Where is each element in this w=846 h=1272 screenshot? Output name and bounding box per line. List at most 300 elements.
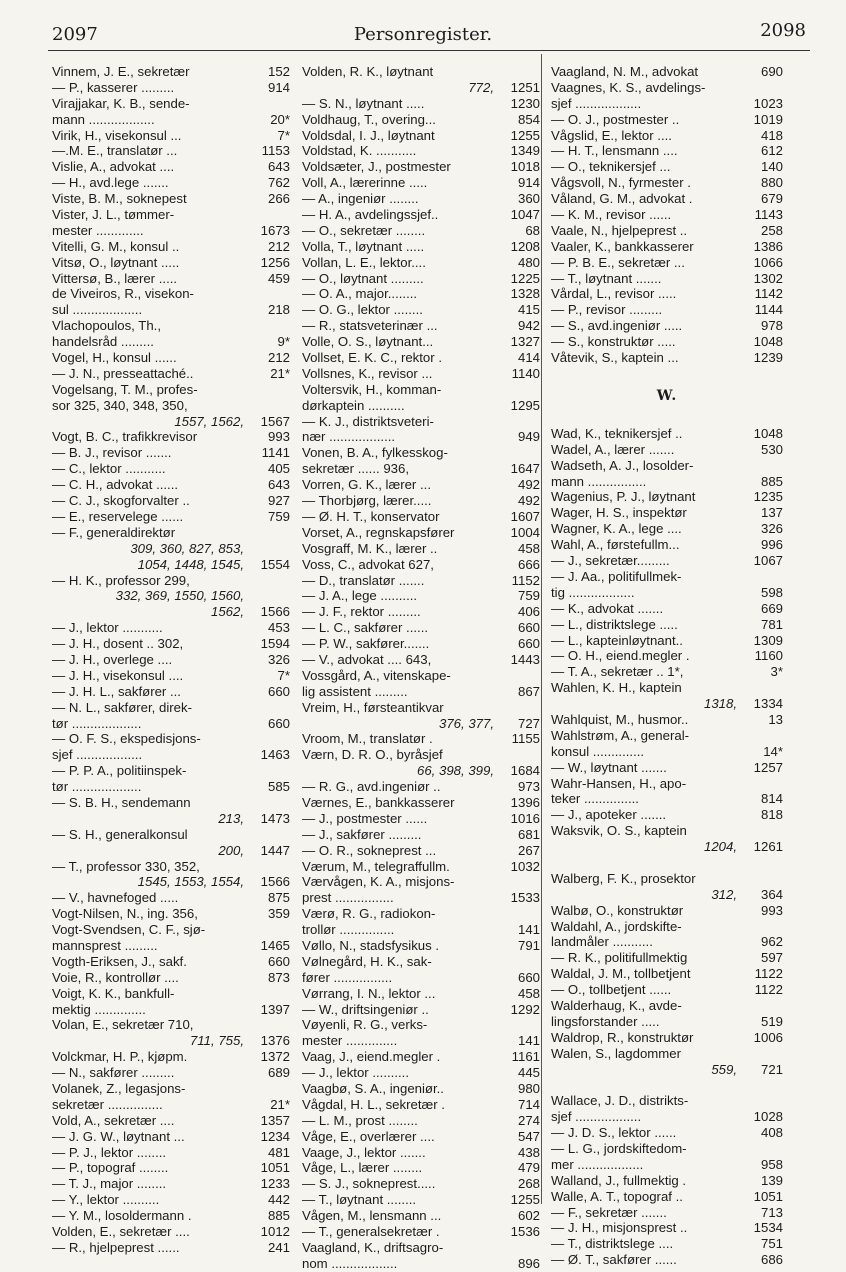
entry-page: 139 — [760, 1172, 783, 1188]
index-entry — [302, 731, 540, 747]
index-entry — [52, 716, 290, 732]
entry-text: teker ............... — [551, 791, 639, 807]
entry-text: Vollsnes, K., revisor ... — [302, 365, 433, 381]
index-entry — [302, 112, 540, 128]
index-entry — [551, 318, 783, 334]
entry-text: — O. G., lektor ........ — [302, 302, 423, 318]
left-page-number: 2097 — [52, 24, 98, 45]
index-entry — [52, 350, 290, 366]
index-entry — [551, 159, 783, 175]
entry-text: — H. K., professor 299, — [52, 572, 190, 588]
entry-page: 1142 — [754, 286, 783, 302]
entry-text: W. — [656, 387, 678, 404]
entry-text: Vossgård, A., vitenskape- — [302, 667, 451, 683]
entry-text: Vaaler, K., bankkasserer — [551, 238, 694, 254]
entry-text: mer .................. — [551, 1156, 644, 1172]
index-entry — [302, 668, 540, 684]
entry-text: — R. K., politifullmektig — [551, 950, 688, 966]
entry-text: — C. H., advokat ...... — [52, 477, 179, 493]
entry-page: 267 — [517, 842, 540, 858]
entry-text: Vitsø, O., løytnant ..... — [52, 254, 180, 270]
entry-text: Volanek, Z., legasjons- — [52, 1081, 186, 1096]
entry-page: 1536 — [510, 1224, 540, 1240]
entry-text: — Thorbjørg, lærer..... — [302, 493, 432, 509]
entry-page: 20* — [270, 111, 290, 127]
index-entry — [302, 525, 540, 541]
entry-page: 453 — [267, 620, 290, 636]
index-entry — [52, 223, 290, 239]
entry-text: de Viveiros, R., visekon- — [52, 286, 194, 302]
entry-page: 1140 — [511, 365, 540, 381]
entry-page: 1647 — [510, 461, 540, 477]
entry-text: Wager, H. S., inspektør — [551, 505, 687, 521]
entry-page: 958 — [760, 1156, 783, 1172]
index-entry — [302, 1192, 540, 1208]
index-entry — [551, 1220, 783, 1236]
entry-page: 1019 — [753, 111, 783, 127]
entry-text: — J. A., lege .......... — [302, 588, 418, 604]
index-entry — [52, 302, 290, 318]
index-entry — [551, 585, 783, 601]
index-entry — [551, 350, 783, 366]
entry-page: 993 — [760, 902, 783, 918]
entry-text: Wagner, K. A., lege .... — [551, 521, 682, 537]
entry-page: 152 — [267, 64, 290, 79]
entry-page: 669 — [760, 600, 783, 616]
index-entry — [551, 1157, 783, 1173]
index-entry — [551, 966, 783, 982]
entry-text: sjef .................. — [551, 1109, 642, 1125]
entry-page: 598 — [760, 584, 783, 600]
entry-text: Våge, L., lærer ........ — [302, 1160, 423, 1176]
index-entry — [302, 1049, 540, 1065]
index-entry — [302, 382, 540, 398]
entry-page: 1566 — [260, 874, 290, 890]
entry-text: Virajjakar, K. B., sende- — [52, 95, 190, 111]
entry-page: 1607 — [510, 508, 540, 524]
entry-page: 7* — [277, 667, 290, 683]
entry-page: 686 — [760, 1252, 783, 1268]
index-entry — [302, 1065, 540, 1081]
entry-text: Vågsvoll, N., fyrmester . — [551, 175, 691, 191]
entry-page: 1257 — [753, 759, 783, 775]
entry-text: mann ................ — [551, 473, 647, 489]
index-entry — [52, 255, 290, 271]
entry-text: — O., løytnant ......... — [302, 270, 424, 286]
entry-text: — W., løytnant ....... — [551, 759, 667, 775]
entry-text: — J. H., dosent .. 302, — [52, 636, 184, 652]
entry-page: 980 — [517, 1081, 540, 1096]
entry-page: 1155 — [511, 731, 540, 747]
index-entry — [551, 302, 783, 318]
entry-text: tør ................... — [52, 779, 142, 795]
index-entry — [52, 779, 290, 795]
entry-page: 1295 — [510, 397, 540, 413]
index-entry — [52, 1224, 290, 1240]
index-entry — [551, 1109, 783, 1125]
entry-text: 1545, 1553, 1554, — [137, 874, 244, 890]
index-entry — [302, 159, 540, 175]
entry-text: Våland, G. M., advokat . — [551, 191, 693, 207]
entry-text: Wallace, J. D., distrikts- — [551, 1093, 689, 1109]
entry-page: 1032 — [510, 858, 540, 874]
index-entry — [52, 668, 290, 684]
entry-text: — J., lektor ........... — [52, 620, 163, 636]
entry-text: — J., lektor .......... — [302, 1065, 409, 1081]
entry-text: Wahl, A., førstefullm... — [551, 537, 680, 553]
index-entry — [52, 96, 290, 112]
index-entry — [302, 350, 540, 366]
entry-text: Vogt, B. C., trafikkrevisor — [52, 429, 198, 445]
entry-page: 1225 — [510, 270, 540, 286]
entry-text: Waksvik, O. S., kaptein — [551, 823, 687, 839]
entry-text: Vollan, L. E., lektor.... — [302, 254, 426, 270]
entry-text: — S. H., generalkonsul — [52, 826, 188, 842]
index-entry — [551, 680, 783, 696]
entry-text: Vlachopoulos, Th., — [52, 318, 161, 334]
entry-page: 643 — [267, 477, 290, 493]
index-entry — [52, 795, 290, 811]
entry-text: Vaagland, N. M., advokat — [551, 64, 699, 79]
entry-page: 266 — [267, 191, 290, 207]
entry-page: 1255 — [510, 1192, 540, 1208]
index-entry — [302, 509, 540, 525]
index-entry — [551, 855, 783, 871]
entry-page: 1122 — [754, 966, 783, 982]
entry-text: Wahlquist, M., husmor.. — [551, 711, 689, 727]
entry-page: 141 — [517, 1033, 540, 1049]
entry-page: 1047 — [510, 207, 540, 223]
index-entry — [52, 986, 290, 1002]
index-entry — [551, 903, 783, 919]
page-title: Personregister. — [353, 24, 493, 45]
entry-text: Volle, O. S., løytnant... — [302, 334, 434, 350]
index-entry — [302, 890, 540, 906]
index-entry — [52, 1081, 290, 1097]
entry-page: 406 — [517, 604, 540, 620]
entry-text: — Y. M., losoldermann . — [52, 1208, 192, 1224]
entry-page: 492 — [517, 493, 540, 509]
index-entry — [551, 633, 783, 649]
index-entry — [52, 874, 290, 890]
entry-text: Voldhaug, T., overing... — [302, 111, 436, 127]
entry-text: sul ................... — [52, 302, 143, 318]
entry-page: 1386 — [753, 238, 783, 254]
index-entry — [52, 398, 290, 414]
entry-page: 1066 — [753, 254, 783, 270]
entry-page: 218 — [267, 302, 290, 318]
entry-page: 418 — [760, 127, 783, 143]
entry-text: Vittersø, B., lærer ..... — [52, 270, 178, 286]
index-entry — [551, 950, 783, 966]
index-entry — [302, 970, 540, 986]
entry-page: 1396 — [510, 794, 540, 810]
entry-page: 519 — [760, 1013, 783, 1029]
entry-page: 1012 — [260, 1224, 290, 1240]
entry-page: 1443 — [510, 651, 540, 667]
entry-text: tør ................... — [52, 715, 142, 731]
entry-text: Værnes, E., bankkasserer — [302, 794, 455, 810]
index-entry — [52, 509, 290, 525]
entry-text: Walberg, F. K., prosektor — [551, 870, 696, 886]
index-entry — [52, 970, 290, 986]
index-entry — [52, 1033, 290, 1049]
entry-text: — T., professor 330, 352, — [52, 858, 200, 874]
entry-text: mannsprest ......... — [52, 937, 158, 953]
entry-text: 213, — [218, 810, 244, 826]
entry-page: 818 — [760, 807, 783, 823]
index-entry — [302, 779, 540, 795]
index-entry — [302, 239, 540, 255]
entry-page: 1447 — [260, 842, 290, 858]
index-entry — [52, 207, 290, 223]
index-entry — [52, 541, 290, 557]
index-entry — [551, 1062, 783, 1078]
entry-page: 445 — [517, 1065, 540, 1081]
entry-text: 1557, 1562, — [174, 413, 244, 429]
entry-text: Volden, R. K., løytnant — [302, 64, 434, 79]
index-entry — [52, 1240, 290, 1256]
entry-page: 681 — [517, 826, 540, 842]
index-entry — [52, 1160, 290, 1176]
index-entry — [52, 573, 290, 589]
entry-page: 660 — [267, 683, 290, 699]
index-entry — [52, 811, 290, 827]
entry-page: 1309 — [753, 632, 783, 648]
entry-page: 854 — [517, 111, 540, 127]
entry-text: — F., generaldirektør — [52, 524, 176, 540]
entry-text: — P., topograf ........ — [52, 1160, 169, 1176]
index-entry — [551, 1093, 783, 1109]
entry-page: 1533 — [510, 890, 540, 906]
entry-page: 896 — [517, 1255, 540, 1271]
index-entry — [302, 906, 540, 922]
index-entry — [302, 874, 540, 890]
entry-page: 885 — [267, 1208, 290, 1224]
entry-text: — F., sekretær ....... — [551, 1204, 667, 1220]
entry-page: 479 — [517, 1160, 540, 1176]
index-entry — [551, 80, 783, 96]
entry-text: — J., postmester ...... — [302, 810, 428, 826]
index-entry — [551, 744, 783, 760]
index-entry — [52, 922, 290, 938]
index-entry — [52, 1208, 290, 1224]
index-entry — [302, 286, 540, 302]
entry-page: 1554 — [260, 556, 290, 572]
entry-text: Wahlen, K. H., kaptein — [551, 680, 682, 696]
entry-text: — J. F., rektor ......... — [302, 604, 421, 620]
entry-page: 1122 — [754, 982, 783, 998]
index-entry — [551, 1125, 783, 1141]
index-entry — [302, 302, 540, 318]
entry-text: Vogt-Nilsen, N., ing. 356, — [52, 906, 198, 922]
entry-text: Vaagnes, K. S., avdelings- — [551, 79, 706, 95]
entry-text: — P. W., sakfører....... — [302, 636, 430, 652]
entry-text: Vøyenli, R. G., verks- — [302, 1017, 428, 1033]
index-entry — [52, 763, 290, 779]
index-entry — [52, 414, 290, 430]
index-entry — [551, 1014, 783, 1030]
entry-page: 962 — [760, 934, 783, 950]
entry-text: Virik, H., visekonsul ... — [52, 127, 182, 143]
entry-text: Voldsdal, I. J., løytnant — [302, 127, 435, 143]
index-entry — [551, 175, 783, 191]
index-entry — [551, 1046, 783, 1062]
index-entry — [302, 207, 540, 223]
index-entry — [302, 986, 540, 1002]
entry-text: sjef .................. — [551, 95, 642, 111]
entry-page: 660 — [517, 969, 540, 985]
entry-text: Viste, B. M., soknepest — [52, 191, 187, 207]
index-entry — [302, 175, 540, 191]
entry-page: 1566 — [260, 604, 290, 620]
index-entry — [52, 747, 290, 763]
entry-text: Vold, A., sekretær .... — [52, 1112, 175, 1128]
entry-text: — O. A., major........ — [302, 286, 418, 302]
entry-text: — T. J., major ........ — [52, 1176, 167, 1192]
index-entry — [551, 1173, 783, 1189]
entry-page: 1230 — [510, 95, 540, 111]
index-entry — [551, 223, 783, 239]
entry-page: 480 — [517, 254, 540, 270]
entry-text: — R., statsveterinær ... — [302, 318, 438, 334]
index-entry — [302, 604, 540, 620]
entry-page: 1208 — [510, 238, 540, 254]
entry-text: — C. J., skogforvalter .. — [52, 493, 190, 509]
entry-text: — O., tollbetjent ...... — [551, 982, 672, 998]
entry-page: 21* — [270, 1096, 290, 1112]
entry-page: 597 — [760, 950, 783, 966]
entry-text: Volckmar, H. P., kjøpm. — [52, 1049, 188, 1065]
entry-text: Vaale, N., hjelpeprest .. — [551, 222, 688, 238]
index-entry — [302, 1208, 540, 1224]
entry-text: Vågen, M., lensmann ... — [302, 1208, 442, 1224]
index-entry — [52, 286, 290, 302]
index-entry — [302, 143, 540, 159]
index-entry — [551, 474, 783, 490]
index-entry — [302, 1113, 540, 1129]
entry-text: mektig .............. — [52, 1001, 146, 1017]
index-entry — [52, 1129, 290, 1145]
index-entry — [302, 573, 540, 589]
entry-page: 438 — [517, 1144, 540, 1160]
index-entry — [551, 271, 783, 287]
entry-text: handelsråd ......... — [52, 334, 154, 350]
index-entry — [302, 557, 540, 573]
entry-text: Vogth-Eriksen, J., sakf. — [52, 953, 187, 969]
index-entry — [551, 1252, 783, 1268]
index-entry — [52, 588, 290, 604]
entry-text: — J. H., overlege .... — [52, 651, 173, 667]
entry-text: nom .................. — [302, 1255, 398, 1271]
entry-page: 713 — [760, 1204, 783, 1220]
entry-page: 759 — [267, 508, 290, 524]
entry-page: 978 — [760, 318, 783, 334]
entry-text: 772, — [468, 79, 494, 95]
index-entry — [302, 429, 540, 445]
entry-text: konsul .............. — [551, 743, 645, 759]
entry-text: sekretær ............... — [52, 1096, 163, 1112]
entry-text: 1318, — [703, 696, 737, 712]
index-entry — [551, 1030, 783, 1046]
entry-text: mester ............. — [52, 222, 144, 238]
index-entry — [52, 684, 290, 700]
index-entry — [302, 541, 540, 557]
index-entry — [551, 569, 783, 585]
entry-text: Walen, S., lagdommer — [551, 1045, 681, 1061]
entry-text: Vister, J. L., tømmer- — [52, 207, 175, 223]
index-entry — [302, 747, 540, 763]
entry-page: 1594 — [260, 636, 290, 652]
entry-text: Wahlstrøm, A., general- — [551, 727, 690, 743]
entry-text: — T., løytnant ........ — [302, 1192, 417, 1208]
entry-text: Vågdal, H. L., sekretær . — [302, 1096, 445, 1112]
entry-text: — Ø. T., sakfører ...... — [551, 1252, 677, 1268]
entry-text: — J. D. S., lektor ...... — [551, 1125, 677, 1141]
entry-page: 1160 — [754, 648, 783, 664]
index-entry — [302, 938, 540, 954]
entry-text: Volla, T., løytnant ..... — [302, 238, 425, 254]
entry-text: — T., generalsekretær . — [302, 1224, 440, 1240]
entry-text: Værø, R. G., radiokon- — [302, 906, 436, 922]
index-entry — [302, 64, 540, 80]
entry-text: — L. C., sakfører ...... — [302, 620, 429, 636]
entry-page: 21* — [270, 365, 290, 381]
index-entry — [302, 1097, 540, 1113]
index-entry — [302, 636, 540, 652]
index-entry — [551, 191, 783, 207]
entry-text: — K. J., distriktsveteri- — [302, 413, 434, 429]
entry-page: 942 — [517, 318, 540, 334]
entry-page: 1143 — [754, 207, 783, 223]
entry-page: 660 — [267, 953, 290, 969]
entry-text: 711, 755, — [189, 1033, 244, 1049]
entry-page: 137 — [760, 505, 783, 521]
index-entry — [302, 461, 540, 477]
index-entry — [551, 791, 783, 807]
entry-text: 66, 398, 399, — [417, 763, 494, 779]
index-entry — [302, 334, 540, 350]
entry-text: — S., avd.ingeniør ..... — [551, 318, 683, 334]
entry-text: — O., sekretær ........ — [302, 222, 426, 238]
index-entry — [551, 807, 783, 823]
entry-page: 326 — [760, 521, 783, 537]
entry-text: — W., driftsingeniør .. — [302, 1001, 429, 1017]
entry-text: — J., apoteker ....... — [551, 807, 667, 823]
entry-page: 996 — [760, 537, 783, 553]
entry-text: Walland, J., fullmektig . — [551, 1172, 687, 1188]
entry-page: 1465 — [260, 937, 290, 953]
entry-page: 458 — [517, 985, 540, 1001]
entry-text: — J. H., visekonsul .... — [52, 667, 184, 683]
entry-text: Værum, M., telegraffullm. — [302, 858, 450, 874]
index-entry — [551, 617, 783, 633]
entry-page: 492 — [517, 477, 540, 493]
index-entry — [551, 919, 783, 935]
entry-text: — S. B. H., sendemann — [52, 794, 191, 810]
entry-text: — V., havnefoged ..... — [52, 890, 179, 906]
entry-text: tig .................. — [551, 584, 635, 600]
index-entry — [302, 859, 540, 875]
entry-text: Våge, E., overlærer .... — [302, 1128, 435, 1144]
page-header — [0, 20, 846, 48]
index-entry — [52, 271, 290, 287]
index-entry — [52, 1002, 290, 1018]
entry-text: Vørrang, I. N., lektor ... — [302, 985, 436, 1001]
index-entry — [551, 664, 783, 680]
index-entry — [52, 239, 290, 255]
index-entry — [52, 827, 290, 843]
